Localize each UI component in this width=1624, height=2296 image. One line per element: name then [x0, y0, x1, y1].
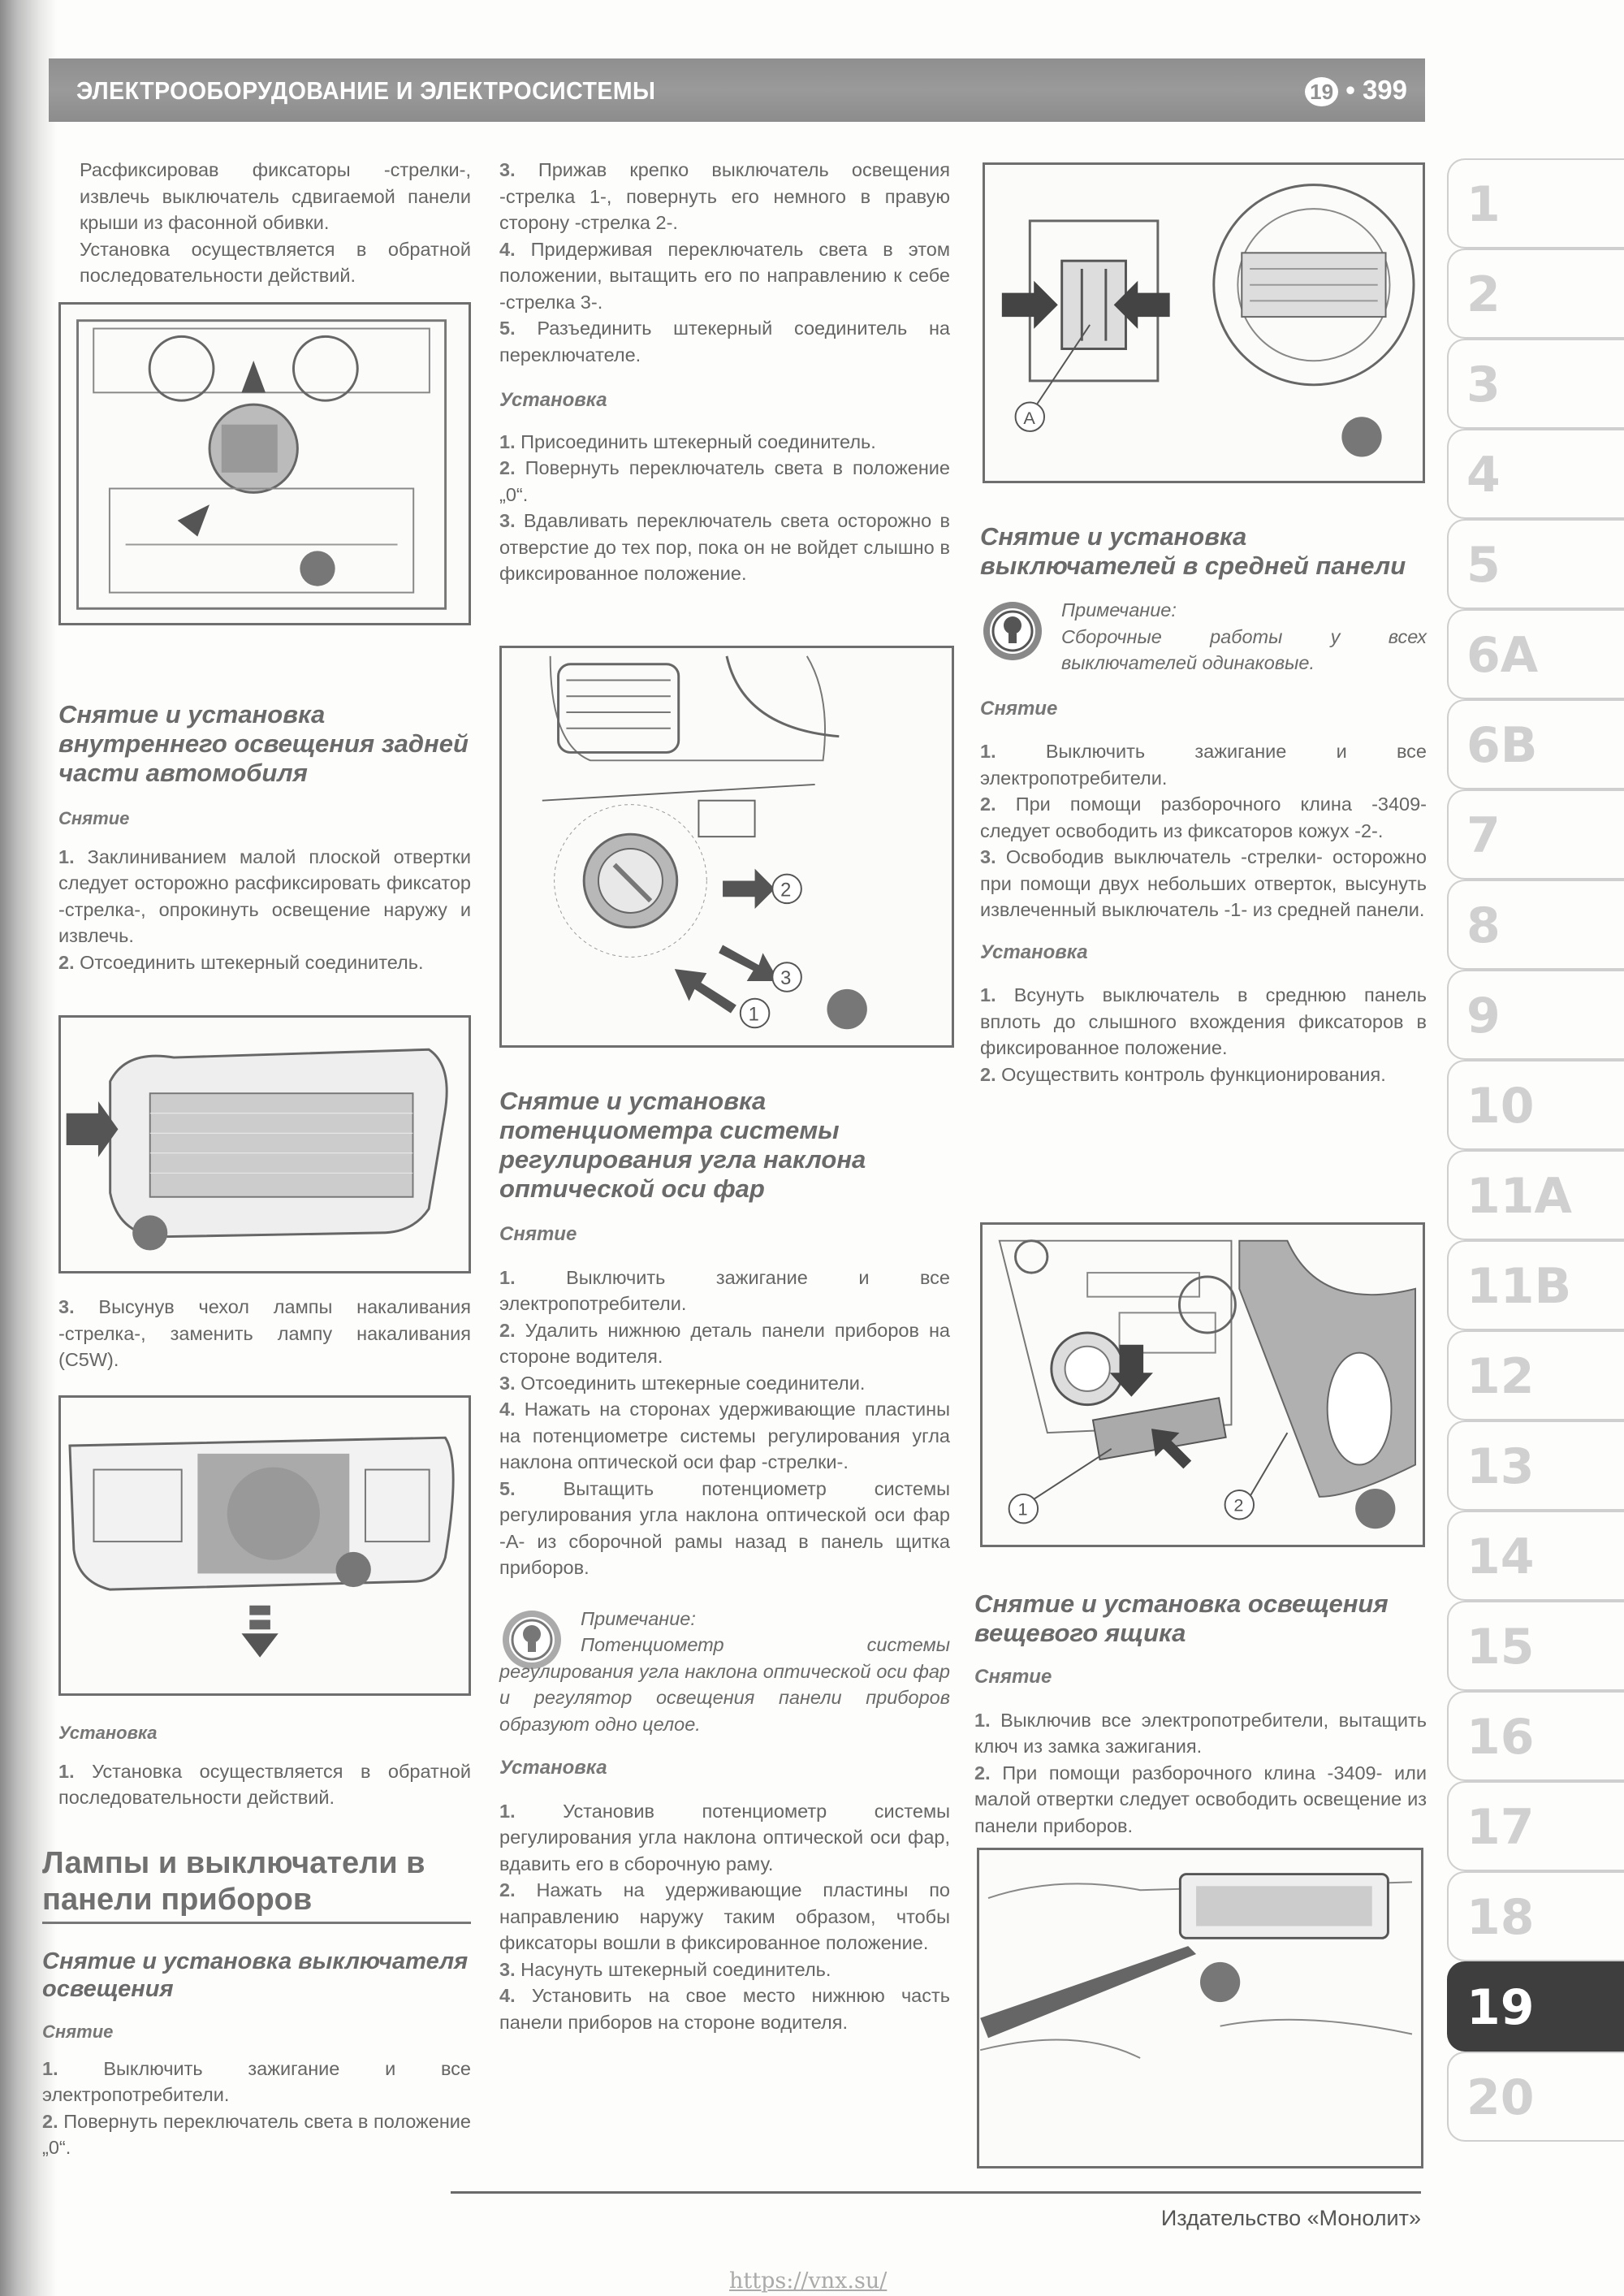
col2-steps-cont [499, 157, 950, 587]
step-item: 4. Нажать на сторонах удерживающие пластины на потенциометре системы регулирования угла наклона оптической оси фар -стрелки-. [499, 1399, 951, 1472]
col1-install [58, 1720, 471, 1811]
section-title: Снятие и установка потенциометра системы регулирования угла наклона оптической оси фар [499, 1087, 866, 1203]
callout-1: 1 [1017, 1498, 1028, 1520]
step-item: 1. Присоединить штекерный соединитель. [499, 430, 876, 452]
callout-A: A [1023, 408, 1035, 429]
note-label: Примечание: [1061, 599, 1177, 620]
tab-chapter-17[interactable]: 17 [1447, 1781, 1624, 1871]
step-item: 1. Установка осуществляется в обратной последовательности действий. [58, 1760, 471, 1808]
note-text: Потенциометр системы регулирования угла наклона оптической оси фар и регулятор освещения панели приборов образуют одно целое. [499, 1634, 950, 1735]
tab-chapter-3[interactable]: 3 [1447, 339, 1624, 429]
tab-chapter-7[interactable]: 7 [1447, 789, 1624, 880]
paragraph: Расфиксировав фиксаторы -стрелки-, извлечь выключатель сдвигаемой панели крыши из фасонной обивки. [80, 159, 471, 233]
step-item: 1. Выключить зажигание и все электропотребители. [42, 2057, 471, 2105]
step-item: 2. Повернуть переключатель света в положение „0“. [42, 2110, 471, 2158]
tab-chapter-13[interactable]: 13 [1447, 1420, 1624, 1511]
note-block [499, 1606, 950, 1632]
tab-chapter-19-active[interactable]: 19 [1447, 1961, 1624, 2052]
note-block [980, 597, 1427, 677]
removal-label: Снятие [974, 1666, 1052, 1688]
tab-chapter-14[interactable]: 14 [1447, 1511, 1624, 1601]
steps-list [980, 738, 1427, 923]
figure-lamp-cover [58, 1395, 471, 1696]
step-item: 1. Выключить зажигание и все электропотребители. [499, 1266, 950, 1314]
tab-chapter-9[interactable]: 9 [1447, 970, 1624, 1060]
col1-section1 [58, 700, 471, 975]
tab-chapter-6b[interactable]: 6B [1447, 699, 1624, 789]
step-item: 2. При помощи разборочного клина -3409- или малой отвертки следует освободить освещение из панели приборов. [974, 1762, 1427, 1836]
step-item: 2. Нажать на удерживающие пластины по направлению наружу таким образом, чтобы фиксаторы вошли в фиксированное положение. [499, 1879, 950, 1953]
page-num: 399 [1362, 75, 1407, 105]
callout-3: 3 [780, 967, 792, 989]
tab-chapter-15[interactable]: 15 [1447, 1601, 1624, 1691]
step-item: 2. При помощи разборочного клина -3409- следует освободить из фиксаторов кожух -2-. [980, 793, 1427, 841]
step-item: 1. Заклиниванием малой плоской отвертки следует осторожно расфиксировать фиксатор -стрелка-, опрокинуть освещение наружу и извлечь. [58, 845, 472, 946]
step-item: 2. Отсоединить штекерный соединитель. [58, 951, 424, 973]
chapter-tabs [1447, 158, 1624, 2142]
step-item: 3. Высунув чехол лампы накаливания -стрелка-, заменить лампу накаливания (C5W). [58, 1296, 472, 1370]
col1-section2 [42, 1948, 471, 2161]
install-steps [980, 982, 1427, 1087]
page-header [49, 58, 1425, 122]
roof-switch-illustration [61, 305, 469, 623]
tab-chapter-6a[interactable]: 6A [1447, 609, 1624, 699]
figure-roof-switch [58, 302, 471, 625]
figure-center-panel [980, 1222, 1425, 1547]
tab-chapter-11a[interactable]: 11A [1447, 1150, 1624, 1240]
tab-chapter-16[interactable]: 16 [1447, 1691, 1624, 1781]
step-item: 3. Освободив выключатель -стрелки- осторожно при помощи двух небольших отверток, высунуть извлеченный выключатель -1- из средней панели. [980, 846, 1427, 920]
step-item: 5. Разъединить штекерный соединитель на переключателе. [499, 318, 951, 365]
paragraph: Установка осуществляется в обратной последовательности действий. [80, 238, 471, 286]
figure-light-switch [499, 646, 954, 1048]
removal-label: Снятие [42, 2021, 114, 2042]
note-label: Примечание: [581, 1607, 696, 1629]
step-item: 3. Прижав крепко выключатель освещения -стрелка 1-, повернуть его немного в правую сторону -стрелка 2-. [499, 159, 951, 233]
col3-section2 [974, 1589, 1427, 1839]
callout-1: 1 [748, 1004, 759, 1026]
step-item: 1. Выключив все электропотребители, вытащить ключ из замка зажигания. [974, 1709, 1427, 1757]
section-title: Снятие и установка выключателя освещения [42, 1948, 469, 2002]
step-item: 3. Вдавливать переключатель света осторожно в отверстие до тех пор, пока он не войдет слышно в фиксированное положение. [499, 510, 951, 584]
steps-list [974, 1707, 1427, 1840]
callout-2: 2 [1233, 1494, 1244, 1516]
lamp-cover-illustration [61, 1398, 469, 1693]
tab-chapter-11b[interactable]: 11B [1447, 1240, 1624, 1330]
step-item: 1. Всунуть выключатель в среднюю панель вплоть до слышного вхождения фиксаторов в фиксированное положение. [980, 984, 1427, 1058]
tab-chapter-2[interactable]: 2 [1447, 249, 1624, 339]
lightbulb-icon [980, 599, 1045, 664]
install-steps [499, 1798, 950, 2036]
light-switch-illustration [502, 648, 952, 1045]
chapter-title: ЭЛЕКТРООБОРУДОВАНИЕ И ЭЛЕКТРОСИСТЕМЫ [76, 76, 656, 105]
glovebox-light-illustration [979, 1850, 1421, 2166]
step-item: 3. Насунуть штекерный соединитель. [499, 1958, 831, 1980]
step-item: 1. Установив потенциометр системы регулирования угла наклона оптической оси фар, вдавить его в сборочную раму. [499, 1800, 950, 1874]
step-item: 2. Осуществить контроль функционирования. [980, 1063, 1386, 1085]
step-item: 2. Повернуть переключатель света в положение „0“. [499, 457, 950, 505]
rear-lamp-illustration [61, 1018, 469, 1271]
install-label: Установка [980, 940, 1088, 963]
removal-label: Снятие [58, 808, 130, 828]
tab-chapter-12[interactable]: 12 [1447, 1330, 1624, 1420]
main-heading: Лампы и выключатели в панели приборов [42, 1845, 471, 1924]
step-item: 1. Выключить зажигание и все электропотребители. [980, 741, 1427, 789]
figure-switch-connector [983, 162, 1425, 483]
step-item: 2. Удалить нижнюю деталь панели приборов на стороне водителя. [499, 1319, 951, 1367]
figure-glovebox-light [977, 1848, 1423, 2168]
figure-rear-lamp [58, 1015, 471, 1273]
section-title: Снятие и установка выключателей в средней панели [980, 522, 1406, 580]
chapter-number: 19 [1305, 77, 1338, 106]
section-title: Снятие и установка освещения вещевого ящика [974, 1589, 1389, 1647]
col1-step3 [58, 1294, 471, 1373]
col3-section1 [980, 522, 1427, 1087]
source-url[interactable]: https://vnx.su/ [729, 2268, 888, 2294]
col2-section [499, 1087, 950, 2035]
col1-intro [80, 157, 471, 289]
install-label: Установка [499, 1757, 607, 1779]
step-item: 5. Вытащить потенциометр системы регулирования угла наклона оптической оси фар -А- из сборочной рамы назад в панель щитка приборов. [499, 1477, 951, 1578]
center-panel-illustration [983, 1225, 1423, 1545]
footer-divider [451, 2191, 1421, 2194]
install-label: Установка [499, 389, 607, 411]
tab-chapter-10[interactable]: 10 [1447, 1060, 1624, 1150]
page-number [1305, 75, 1407, 106]
section-title: Снятие и установка внутреннего освещения задней части автомобиля [58, 700, 469, 787]
tab-chapter-5[interactable]: 5 [1447, 519, 1624, 609]
removal-label: Снятие [980, 697, 1058, 720]
step-item: 4. Установить на свое место нижнюю часть панели приборов на стороне водителя. [499, 1985, 951, 2033]
tab-chapter-18[interactable]: 18 [1447, 1871, 1624, 1961]
tab-chapter-8[interactable]: 8 [1447, 880, 1624, 970]
tab-chapter-20[interactable]: 20 [1447, 2052, 1624, 2142]
removal-label: Снятие [499, 1223, 577, 1245]
steps-list [499, 1265, 950, 1581]
steps-list [42, 2056, 471, 2161]
note-text: Сборочные работы у всех выключателей одинаковые. [1061, 625, 1427, 673]
publisher: Издательство «Монолит» [1160, 2206, 1421, 2230]
callout-2: 2 [780, 880, 792, 902]
col1-main-heading [42, 1845, 471, 1924]
switch-connector-illustration [985, 165, 1423, 481]
step-item: 4. Придерживая переключатель света в этом положении, вытащить его по направлению к себе -стрелка 3-. [499, 238, 950, 313]
tab-chapter-1[interactable]: 1 [1447, 158, 1624, 249]
install-label: Установка [58, 1723, 158, 1743]
step-item: 3. Отсоединить штекерные соединители. [499, 1372, 866, 1394]
install-steps [499, 429, 950, 587]
tab-chapter-4[interactable]: 4 [1447, 429, 1624, 519]
separator: • [1345, 75, 1355, 105]
steps-list [58, 844, 471, 976]
